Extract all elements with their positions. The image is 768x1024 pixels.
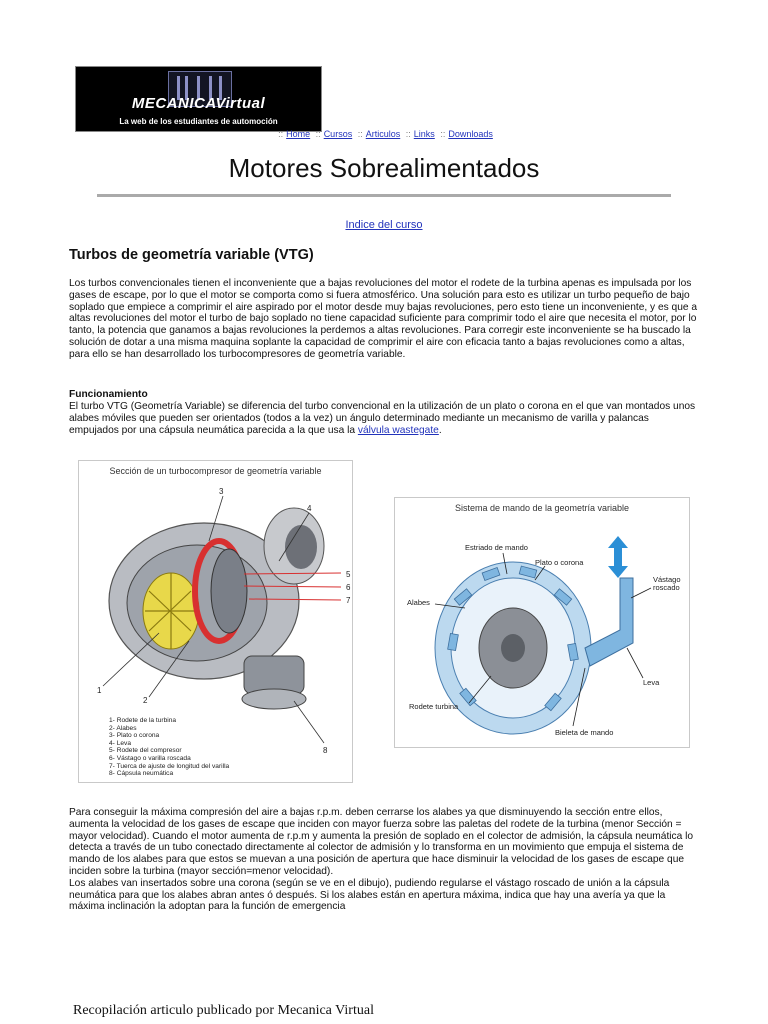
label-leva: Leva [643, 678, 660, 687]
vtg-control-illustration [395, 498, 691, 749]
figure2-title: Sistema de mando de la geometría variable [454, 503, 630, 513]
label-bieleta: Bieleta de mando [555, 728, 614, 737]
callout-1: 1 [97, 686, 102, 695]
funcionamiento-paragraph: El turbo VTG (Geometría Variable) se diferencia del turbo convencional en la utilización de un plato o corona en el que van montados unos alabes móviles que pueden ser orientados (todos a la vez) un ángulo determinado mediante un mecanismo de varilla y palancas empujados por una cápsula neumática parecida a la que usa la válvula wastegate. [69, 401, 696, 436]
index-link-container [0, 219, 768, 231]
wastegate-link[interactable]: válvula wastegate [357, 424, 439, 436]
callout-7: 7 [346, 596, 351, 605]
callout-6: 6 [346, 583, 351, 592]
intro-paragraph: Los turbos convencionales tienen el inconveniente que a bajas revoluciones del motor el rodete de la turbina apenas es impulsada por los gases de escape, por lo que el motor se comporta como si fuera atmosférico. Una solución para esto es utilizar un turbo pequeño de bajo soplado que empiece a comprimir el aire aspirado por el motor desde muy bajas revoluciones, pero esto tiene un inconveniente, y es que a altas revoluciones del motor el turbo de bajo soplado no tiene capacidad suficiente para comprimir todo el aire que necesita el motor, por lo tanto, la potencia que ganamos a bajas revoluciones la perdemos a altas revoluciones. Para corregir este inconveniente se ha buscado la solución de dotar a una misma maquina soplante la capacidad de comprimir el aire con eficacia tanto a bajas revoluciones como a altas, para ello se han desarrollado los turbocompresores de geometría variable. [69, 278, 698, 360]
course-index-link[interactable]: Indice del curso [345, 219, 423, 231]
funcionamiento-heading: Funcionamiento [69, 389, 148, 400]
figure1-legend: 1- Rodete de la turbina 2- Alabes 3- Plato o corona 4- Leva 5- Rodete del compresor 6- Vástago o varilla roscada 7- Tuerca de ajuste de longitud del varilla 8- Cápsula neumática [109, 717, 230, 778]
label-alabes: Alabes [407, 598, 430, 607]
callout-2: 2 [143, 696, 148, 705]
logo-brand: MECANICAVirtual [131, 95, 266, 112]
callout-3: 3 [219, 487, 224, 496]
callout-4: 4 [307, 504, 312, 513]
nav-cursos[interactable]: Cursos [323, 129, 353, 139]
nav-home[interactable]: Home [286, 129, 311, 139]
label-estriado: Estriado de mando [465, 543, 528, 552]
logo-tagline: La web de los estudiantes de automoción [119, 117, 278, 126]
label-vastago: Vástago roscado [653, 575, 681, 592]
label-plato: Plato o corona [535, 558, 584, 567]
label-rodete: Rodete turbina [409, 702, 459, 711]
vtg-control-figure [394, 497, 690, 748]
nav-downloads[interactable]: Downloads [448, 129, 493, 139]
title-divider [97, 194, 671, 197]
top-nav: :: Home :: Cursos :: Articulos :: Links :: Downloads [278, 129, 493, 139]
nav-links[interactable]: Links [413, 129, 435, 139]
callout-8: 8 [323, 746, 328, 755]
callout-5: 5 [346, 570, 351, 579]
turbo-section-figure [78, 460, 353, 783]
page-footer: Recopilación articulo publicado por Mecanica Virtual [73, 1003, 374, 1018]
figure1-title: Sección de un turbocompresor de geometría variable [109, 466, 322, 476]
explanation-paragraph: Para conseguir la máxima compresión del aire a bajas r.p.m. deben cerrarse los alabes ya que disminuyendo la sección entre ellos, aumenta la velocidad de los gases de escape que inciden con mayor fuerza sobre las paletas del rodete de la turbina (menor Sección = mayor velocidad). Cuando el motor aumenta de r.p.m y aumenta la presión de soplado en el colector de admisión, la cápsula neumática lo detecta a través de un tubo conectado directamente al colector de admisión y lo transforma en un movimiento que empuja el sistema de mando de los alabes para que estos se muevan a una posición de apertura que hace disminuir la velocidad de los gases de escape que inciden sobre la turbina (mayor sección=menor velocidad). Los alabes van insertados sobre una corona (según se ve en el dibujo), pudiendo regularse el vástago roscado de unión a la cápsula neumática para que los alabes abran antes ó después. Si los alabes están en apertura máxima, indica que hay una avería ya que la máxima inclinación la adoptan para la función de emergencia [69, 807, 694, 913]
section-heading: Turbos de geometría variable (VTG) [69, 247, 314, 263]
page-title: Motores Sobrealimentados [228, 153, 540, 183]
site-logo[interactable] [75, 66, 322, 132]
nav-articulos[interactable]: Articulos [365, 129, 401, 139]
